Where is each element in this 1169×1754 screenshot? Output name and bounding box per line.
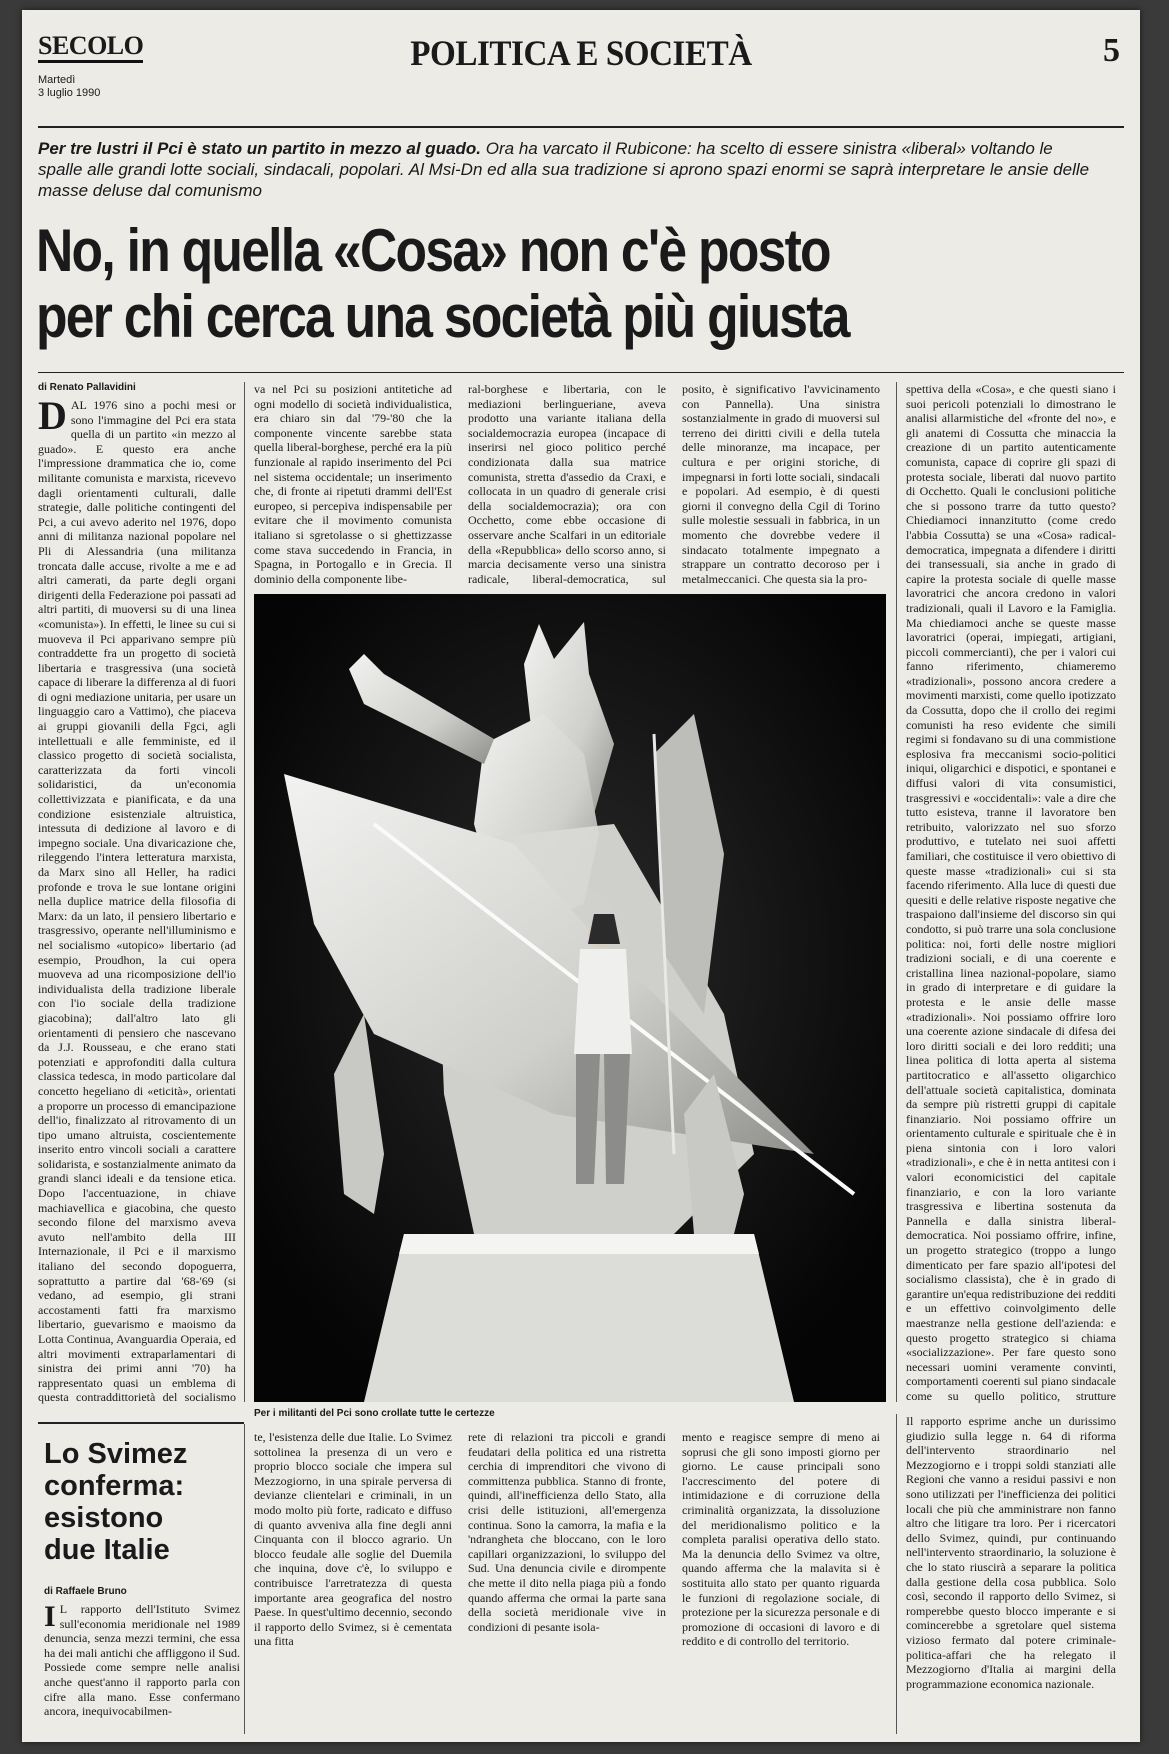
issue-date-text: 3 luglio 1990: [38, 87, 101, 99]
headline: [36, 218, 965, 350]
sidebar-headline-line: conferma:: [44, 1470, 185, 1502]
masthead-rule: [38, 126, 1124, 128]
page-number: 5: [1103, 32, 1120, 69]
sidebar-column-3: rete di relazioni tra piccoli e grandi feudatari della politica ed una ristretta cerchia di imprenditori che vivono di committenza pubblica. Stanno di fronte, quindi, all'inefficienza dello Stato, alla crisi delle istituzioni, all'emergenza continua. Sono la camorra, la mafia e la 'ndrangheta che bloccano, con le loro capillari organizzazioni, lo sviluppo del Sud. Una denuncia civile e dirompente che mette il dito nella piaga più a fondo quando afferma che ormai la parte sana della società meridionale vive in condizioni di pesante isola-: [468, 1430, 666, 1634]
sidebar-column-4: mento e reagisce sempre di meno ai soprusi che gli sono imposti giorno per giorno. Le cause principali sono l'accrescimento del potere di intimidazione e di corruzione della criminalità organizzata, la dissoluzione del meridionalismo politico e la completa paralisi operativa dello stato. Ma la denuncia dello Svimez va oltre, quando afferma che la malavita si è sostituita allo stato per quanto riguarda le funzioni di regolazione sociale, di protezione per la sicurezza personale e di promozione di occasioni di lavoro e di reddito e di controllo del territorio.: [682, 1430, 880, 1649]
column-divider: [896, 1414, 897, 1734]
section-title: POLITICA E SOCIETÀ: [410, 33, 752, 73]
issue-date: [38, 74, 100, 100]
article-dropcap: D: [38, 398, 67, 438]
column-divider: [244, 1424, 245, 1734]
masthead: [38, 26, 1124, 116]
article-column-4: posito, è significativo l'avvicinamento con Pannella). Una sinistra sostanzialmente in grado di muoversi sul terreno dei diritti civili e della tutela delle minoranze, ma incapace, per cultura e per origini storiche, di impegnarsi in forti lotte sociali, sindacali e popolari. Ad esempio, è di questi giorni il convegno della Cgil di Torino sulle molestie sessuali in fabbrica, in un momento che dovrebbe vedere il sindacato totalmente impegnato a strappare un contratto decoroso per i metalmeccanici. Che questa sia la pro-: [682, 382, 880, 586]
sidebar-rule: [38, 1422, 244, 1424]
article-col1-text: AL 1976 sino a pochi mesi or sono l'immagine del Pci era stata quella di un partito «in mezzo al guado». E questo era anche l'impressione drammatica che io, come militante comunista e marxista, ricevevo dagli orientamenti culturali, dalle strategie, dalle politiche contingenti del Pci, a cui avevo aderito nel 1976, dopo anni di militanza nazional popolare nel Pli di Alessandria (una militanza troncata dalle accuse, rivolte a me e ad altri camerati, da parte degli organi dirigenti della Federazione poi passati ad altri partiti, di muoversi su di una linea «comunista»). In effetti, le linee su cui si muoveva il Pci apparivano sempre più contraddette fra un progetto di società libertaria e trasgressiva (una società capace di liberare la differenza al di fuori di ogni mediazione unitaria, per usare un linguaggio caro a Vattimo), che piaceva ai gruppi giovanili della Fgci, agli intellettuali e alle femministe, ed il classico progetto di società socialista, caratterizzata da forti vincoli solidaristici, da un'economia collettivizzata e pianificata, e da una condizione esistenziale altruistica, intessuta di dedizione al lavoro e di impegno sociale. Una divaricazione che, rileggendo l'intera letteratura marxista, da Marx sino all Heller, ha radici profonde e trova le sue lontane origini nella duplice matrice della filosofia di Marx: da un lato, il pensiero libertario e trasgressivo, operante nell'illuminismo e nel socialismo «utopico» libertario (ad esempio, Proudhon, la cui opera muoveva ad una ricomposizione dell'io individualista della tradizione liberale con l'io sociale della tradizione giacobina); dall'altro lato gli orientamenti di pensiero che nascevano da J.J. Rousseau, e che erano stati potenziati e approfonditi dalla cultura classica tedesca, in modo particolare dal concetto hegeliano di «eticità», orientati a proporre un processo di emancipazione dell'io, finalizzato al ritrovamento di un tipo umano altruista, coscientemente inserito entro vincoli sociali a carattere solidarista, e sostanzialmente animato da grandi slanci ideali e da tensione etica. Dopo l'accentuazione, in chiave machiavellica e giacobina, che questo secondo filone del marxismo aveva avuto nell'ambito della III Internazionale, il Pci e il marxismo italiano del secondo dopoguerra, soprattutto a partire dal '68-'69 (si vedano, ad esempio, gli strani accostamenti fatti fra marxismo libertario, guevarismo e maoismo da Lotta Continua, Avanguardia Operaia, ed altri movimenti extraparlamentari di sinistra dei primi anni '70) ha rappresentato quasi un emblema di questa contraddittorietà del socialismo: [38, 398, 236, 1405]
statue-photo-illustration: [254, 594, 886, 1402]
article-column-5: spettiva della «Cosa», e che questi siano i suoi pericoli potenziali lo dimostrano le analisi allarmistiche del «fronte del no», e gli anatemi di Cossutta che minaccia la creazione di un partito autenticamente comunista, capace di coprire gli spazi di protesta sociale, liberati dal nuovo partito di Occhetto. Quali le conclusioni politiche che si possono trarre da tutto questo? Chiediamoci innanzitutto (come credo l'abbia Cossutta) se una «Cosa» radical-democratica, impegnata a difendere i diritti dei transessuali, sia anche in grado di capire la protesta sociale di quelle masse lavoratrici che ancora credono in valori tradizionali, quali il Lavoro e la Famiglia. Ma chiediamoci anche se queste masse lavoratrici (operai, impiegati, artigiani, piccoli commercianti), che per i valori cui fanno riferimento, chiameremo «tradizionali», possono ancora credere a movimenti marxisti, come quello ipotizzato da Cossutta, dopo che il crollo dei regimi comunisti ha reso evidente che simili regimi si fondavano su di una commistione esplosiva fra meccanismi socio-politici iniqui, oligarchici e dispotici, e spontanei e diffusi valori di vita consumistici, trasgressivi e «occidentali»: vale a dire che tutto esisteva, tranne il lavoratore ben retribuito, valorizzato nel suo sforzo produttivo, e tutelato nei suoi affetti familiari, che costituisce il vero obiettivo di queste masse «tradizionali» cui si sta facendo riferimento. Alla luce di questi due quesiti e delle relative risposte negative che traspaiono dall'insieme del discorso sin qui condotto, si può trarre una sola conclusione politica: noi, forti delle nostre migliori tradizioni sociali, e di una coerente e cristallina linea nazional-popolare, siamo in grado di interpretare e di guidare la protesta e le ansie delle masse «tradizionali». Noi possiamo offrire loro una coerente azione sindacale di difesa dei loro diritti sociali e dei loro redditi; una linea politica di lotta aperta al sistema partitocratico e all'assetto oligarchico dell'attuale società capitalistica, dominata da sempre più ristretti gruppi di capitale finanziario. Noi possiamo offrire un orientamento culturale e spirituale che è in piena sintonia con i loro valori «tradizionali», e che è in netta antitesi con i valori economicistici del capitale finanziario, e con la loro variante trasgressiva e libertina sostenuta da Pannella e dalla sinistra liberal-democratica. Noi possiamo offrire, infine, un progetto strategico (troppo a lungo dimenticato per fare spazio all'ipotesi del socialismo classista), che è in grado di garantire un'equa redistribuzione dei redditi e un effettivo coinvolgimento delle maestranze nella gestione dell'azienda: e questo progetto strategico si chiama «socializzazione». Per fare questo sono necessari uomini veramente convinti, comportamenti coerenti sul piano sindacale come su quello politico, strutture: [906, 382, 1116, 1403]
sidebar-byline: di Raffaele Bruno: [44, 1586, 127, 1597]
sidebar-headline-line: Lo Svimez: [44, 1438, 188, 1470]
headline-line-2: per chi cerca una società più giusta: [36, 283, 849, 350]
article-byline: di Renato Pallavidini: [38, 382, 136, 393]
sidebar-column-2: te, l'esistenza delle due Italie. Lo Svimez sottolinea la presenza di un vero e proprio blocco sociale che impera sul Mezzogiorno, in una spirale perversa di devianze clientelari e criminali, in un modo molto più forte, radicato e diffuso di quanto avveniva alla fine degli anni Cinquanta con il blocco agrario. Un blocco feudale alle soglie del Duemila che inquina, dove c'è, lo sviluppo e contribuisce l'arretratezza di questa importante area geografica del nostro Paese. In quest'ultimo decennio, secondo il rapporto dello Svimez, si è cementata una fitta: [254, 1430, 452, 1649]
standfirst-text: Ora ha varcato il Rubicone: ha scelto di essere sinistra «liberal» voltando le spalle alle grandi lotte sociali, sindacali, popolari. Al Msi-Dn ed alla sua tradizione si aprono spazi enormi se saprà interpretare le ansie delle masse deluse dal comunismo: [38, 139, 1090, 200]
standfirst-bold: Per tre lustri il Pci è stato un partito in mezzo al guado.: [38, 139, 482, 158]
photo-caption: Per i militanti del Pci sono crollate tutte le certezze: [254, 1408, 495, 1419]
statue-photo: [254, 594, 886, 1402]
sidebar-dropcap: I: [44, 1602, 56, 1633]
sidebar-headline: [44, 1438, 244, 1566]
column-divider: [244, 382, 245, 1402]
sidebar-headline-line: esistono: [44, 1502, 164, 1534]
article-column-3: ral-borghese e libertaria, con le mediazioni berlingueriane, aveva prodotto una variante italiana della socialdemocrazia europea (incapace di inserirsi nel gioco politico perché condizionata dalla sua matrice comunista, stretta d'assedio da Craxi, e collocata in un quadro di generale crisi della socialdemocrazia); ora con Occhetto, come ebbe occasione di osservare anche Scalfari in un editoriale della «Repubblica» dello scorso anno, si marcia decisamente verso una sinistra radicale, liberal-democratica, sul: [468, 382, 666, 586]
sidebar-headline-line: due Italie: [44, 1534, 170, 1566]
article-column-1: [38, 398, 236, 1406]
headline-rule: [38, 372, 1124, 373]
column-divider: [896, 382, 897, 1402]
headline-line-1: No, in quella «Cosa» non c'è posto: [36, 217, 830, 284]
article-column-2: va nel Pci su posizioni antitetiche ad ogni modello di società individualistica, era chiaro sin dal '79-'80 che la componente vincente sarebbe stata quella liberal-borghese, perché era la più funzionale al rapido inserimento del Pci nel sistema occidentale; un inserimento che, di fronte ai ripetuti drammi dell'Est europeo, si percepiva indispensabile per evitare che il movimento comunista italiano si sgretolasse o si ghettizzasse come stava succedendo in Francia, in Spagna, in Portogallo e in Grecia. Il dominio della componente libe-: [254, 382, 452, 586]
sidebar-column-1: [44, 1602, 240, 1734]
standfirst: [38, 138, 1098, 201]
newspaper-page: [22, 10, 1140, 1742]
newspaper-logo: SECOLO: [38, 32, 143, 63]
issue-day: Martedì: [38, 74, 76, 86]
sidebar-column-5: Il rapporto esprime anche un durissimo giudizio sulla legge n. 64 di riforma dell'intervento straordinario nel Mezzogiorno e i troppi soldi stanziati alle Regioni che vanno a residui passivi e non sono utilizzati per l'inefficienza dei politici locali che più che amministrare non fanno altro che litigare tra loro. Per i ricercatori dello Svimez, quindi, pur continuando nell'intervento straordinario, la soluzione è che lo stato riuscirà a separare la politica dalla gestione della cosa pubblica. Solo così, secondo il rapporto dello Svimez, si romperebbe questo blocco imperante e si comincerebbe a sgretolare quel sistema vizioso fermato dal potere criminale-politica-affari che ha relegato il Mezzogiorno d'Italia ai margini della programmazione economica nazionale.: [906, 1414, 1116, 1691]
sidebar-col1-text: L rapporto dell'Istituto Svimez sull'economia meridionale nel 1989 denuncia, senza mezzi termini, che essa ha dei mali antichi che affliggono il Sud. Possiede come sempre nelle analisi anche quest'anno il rapporto parla con cifre alla mano. Esse confermano ancora, inequivocabilmen-: [44, 1602, 240, 1719]
